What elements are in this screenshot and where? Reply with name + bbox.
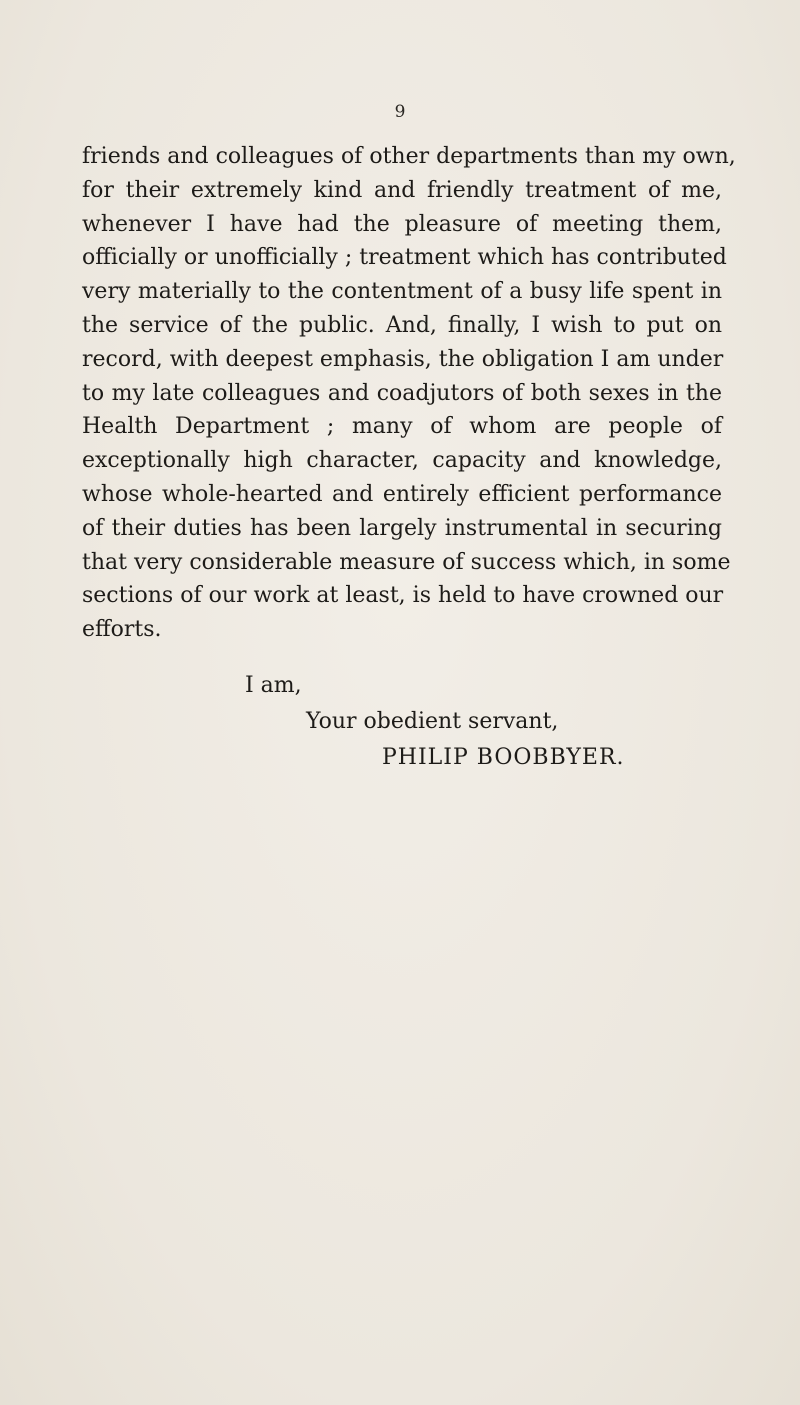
paragraph-line: to my late colleagues and coadjutors of both sexes in the: [82, 380, 722, 406]
paragraph-line: record, with deepest emphasis, the obligation I am under: [82, 346, 724, 372]
paragraph-line: whenever I have had the pleasure of meeting them,: [82, 211, 722, 237]
paragraph-line: Health Department ; many of whom are people of: [82, 414, 722, 440]
paragraph-line: whose whole-hearted and entirely efficient performance: [82, 481, 722, 507]
paragraph-line: of their duties has been largely instrumental in securing: [82, 515, 722, 541]
signature: PHILIP BOOBBYER.: [382, 745, 625, 770]
paragraph-line: for their extremely kind and friendly treatment of me,: [82, 177, 722, 203]
paragraph-line: friends and colleagues of other departments than my own,: [82, 144, 736, 169]
paragraph-line: the service of the public. And, finally, I wish to put on: [82, 312, 722, 338]
paragraph-line: officially or unofficially ; treatment which has contributed: [82, 245, 727, 271]
paragraph-line: exceptionally high character, capacity and knowledge,: [82, 448, 722, 474]
page-number: 9: [394, 102, 406, 122]
paragraph-line: very materially to the contentment of a busy life spent in: [82, 279, 722, 305]
paragraph-line: efforts.: [82, 617, 162, 643]
paragraph-line: that very considerable measure of success which, in some: [82, 549, 731, 575]
valediction: Your obedient servant,: [306, 709, 559, 734]
paragraph-line: sections of our work at least, is held to have crowned our: [82, 583, 724, 609]
salutation: I am,: [245, 673, 302, 698]
